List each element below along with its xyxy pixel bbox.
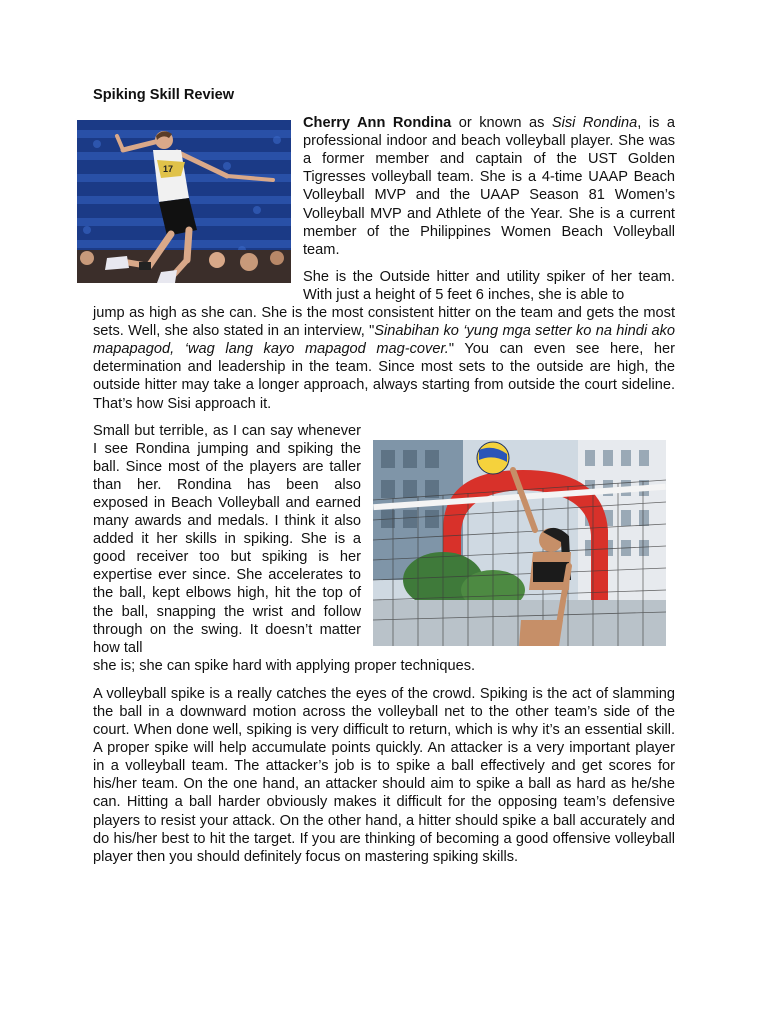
player-nickname: Sisi Rondina xyxy=(551,115,638,132)
paragraph-spike-overview: A volleyball spike is a really catches the eyes of the crowd. Spiking is the act of slamming the ball in a downward motion across the volleyball net to the other team’s side of the court. When done well, spiking is very difficult to return, which is why it’s an essential skill. A proper spike will help accumulate points quickly. An attacker is a very important player in a volleyball team. The attacker’s job is to spike a ball effectively and get scores for his/her team. On the one hand, an attacker should aim to spike a ball as hard as he/she can. Hitting a ball harder obviously makes it difficult for the opposing team’s defensive players to resist your attack. On the other hand, a hitter should spike a ball accurately and do his/her best to hit the target. If you are thinking of becoming a good offensive volleyball player then you should definitely focus on mastering spiking skills. xyxy=(93,685,675,865)
paragraph-intro xyxy=(303,114,675,259)
svg-text:17: 17 xyxy=(163,164,174,174)
text-span: or known as xyxy=(451,115,552,132)
interview-quote: Sinabihan ko ‘yung mga setter ko na hindi ako mapapagod, ‘wag lang kayo mapagod mag-cover. xyxy=(93,323,675,358)
paragraph-technique-end: she is; she can spike hard with applying proper techniques. xyxy=(93,657,476,674)
document-body xyxy=(93,86,675,866)
paragraph-technique-side: Small but terrible, as I can say whenever I see Rondina jumping and spiking the ball. Since most of the players are taller than her. Rondina has been also exposed in Beach Volleyball and earned many awards and medals. I think it also added it her skills in spiking. She is a good receiver too but spiking is her expertise ever since. She accelerates to the ball, kept elbows high, hit the top of the ball, snapping the wrist and follow through on the swing. It doesn’t matter how tall xyxy=(93,422,361,656)
player-name: Cherry Ann Rondina xyxy=(303,115,452,132)
text-span: jump as high as she can. She is the most consistent hitter on the team and gets the most sets. Well, she also stated in an interview, " xyxy=(93,305,675,340)
paragraph-role-first: She is the Outside hitter and utility spiker of her team. With just a height of 5 feet 6 inches, she is able to xyxy=(303,268,675,303)
text-span: , is a professional indoor and beach volleyball player. She was a former member and captain of the UST Golden Tigresses volleyball team. She is a 4-time UAAP Beach Volleyball MVP and the UAAP Season 81 Women’s Volleyball MVP and Athlete of the Year. She is a current member of the Philippines Women Beach Volleyball team. xyxy=(303,115,675,258)
page-title: Spiking Skill Review xyxy=(93,87,235,103)
paragraph-technique xyxy=(93,422,675,675)
paragraph-role xyxy=(93,304,675,413)
text-span: " You can even see here, her determination and leadership in the team. Since most sets to the outside are high, the outside hitter may take a longer approach, always starting from outside the court sideline. That’s how Sisi approach it. xyxy=(93,341,675,412)
